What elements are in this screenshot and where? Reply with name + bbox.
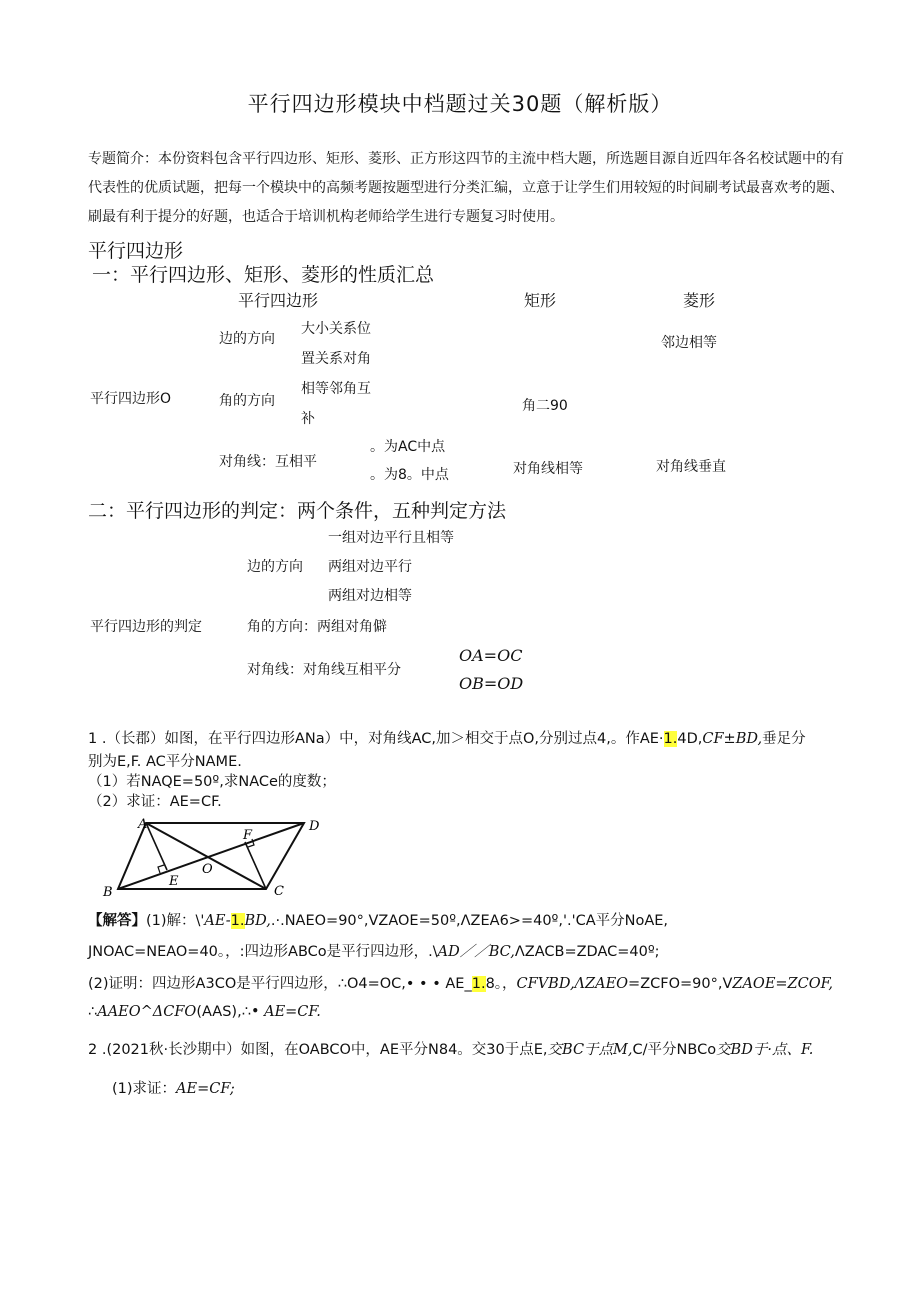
rect-angle: 角二90 [522,398,568,414]
perpendicular-cf [245,842,266,889]
answer-line-1: 【解答】(1)解：\'AE-1.BD,.·.NAEO=90°,VZAOE=50º,ΛZEA6>=40º,'.'CA平分NoAE, [88,913,669,929]
diag-line-1: 。为AC中点 [370,439,446,455]
col-parallelogram: 平行四边形 [238,291,319,310]
q1-line-1: 1 .（长郡）如图，在平行四边形ANa）中，对角线AC,加＞相交于点O,分别过点4,。作AE·1.4D,CF±BD,垂足分 [88,731,806,747]
page-title: 平行四边形模块中档题过关30题（解析版） [247,92,673,116]
side-item-1: 一组对边平行且相等 [328,530,454,546]
side-text-4: 补 [301,411,315,427]
label-a: A [138,817,148,832]
angle-label: 角的方向 [219,393,275,409]
section-heading: 平行四边形 [88,240,184,262]
part2-row-label: 平行四边形的判定 [90,619,202,635]
diag-line-2: 。为8。中点 [370,467,449,483]
side-item-2: 两组对边平行 [328,559,412,575]
label-d: D [309,819,320,834]
part2-angle: 角的方向：两组对角僻 [247,619,387,635]
eq-ob-od: OB=OD [459,674,524,693]
side-label: 边的方向 [219,331,275,347]
rhombus-diag: 对角线垂直 [656,459,726,475]
part2-heading: 二：平行四边形的判定：两个条件，五种判定方法 [88,500,507,522]
side-text-2: 置关系对角 [301,351,371,367]
side-text-3: 相等邻角互 [301,381,371,397]
part2-diag-label: 对角线：对角线互相平分 [247,662,401,678]
right-angle-e [158,865,164,873]
part1-row-label: 平行四边形O [90,391,172,407]
q2-line-1: 2 .(2021秋·长沙期中）如图，在OABCO中，AE平分N84。交30于点E,交BC于点M,C/平分NBCo交BD于·点、F. [88,1042,814,1058]
intro-paragraph: 专题简介：本份资料包含平行四边形、矩形、菱形、正方形这四节的主流中档大题，所选题目源自近四年各名校试题中的有代表性的优质试题，把每一个模块中的高频考题按题型进行分类汇编，立意于让学生们用较短的时间刷考试最喜欢考的题、刷最有利于提分的好题，也适合于培训机构老师给学生进行专题复习时使用。 [88,151,844,225]
label-o: O [202,862,213,877]
label-b: B [103,885,113,898]
label-c: C [274,884,284,898]
col-rectangle: 矩形 [524,291,557,310]
parallelogram-figure [96,814,336,898]
diagonal-bd [118,823,304,889]
eq-oa-oc: OA=OC [459,646,523,665]
col-rhombus: 菱形 [683,291,716,310]
side-item-3: 两组对边相等 [328,588,412,604]
diag-label: 对角线：互相平 [219,454,317,470]
answer-line-4: ∴AAEO^ΔCFO(AAS),∴• AE=CF. [88,1004,321,1020]
perpendicular-ae [146,823,167,870]
rect-diag: 对角线相等 [513,461,583,477]
side-text-1: 大小关系位 [301,321,371,337]
part2-side-label: 边的方向 [247,559,303,575]
q1-line-2: 别为E,F. AC平分NAME. [88,754,242,770]
rhombus-side: 邻边相等 [661,335,717,351]
answer-line-3: (2)证明：四边形A3CO是平行四边形，∴O4=OC,• • • AE_1.8。，CFVBD,ΛZAEO=ZCFO=90°,VZAOE=ZCOF, [88,976,834,992]
label-f: F [243,828,253,843]
q2-line-2: (1)求证：AE=CF; [112,1081,235,1097]
part1-heading: 一：平行四边形、矩形、菱形的性质汇总 [92,264,435,286]
label-e: E [169,874,179,889]
q1-line-3: （1）若NAQE=50º,求NACe的度数； [88,774,336,790]
answer-line-2: JNOAC=NEAO=40。，:四边形ABCo是平行四边形，.\AD／／BC,ΛZACB=ZDAC=40º; [88,944,660,960]
q1-line-4: （2）求证：AE=CF. [88,794,222,810]
